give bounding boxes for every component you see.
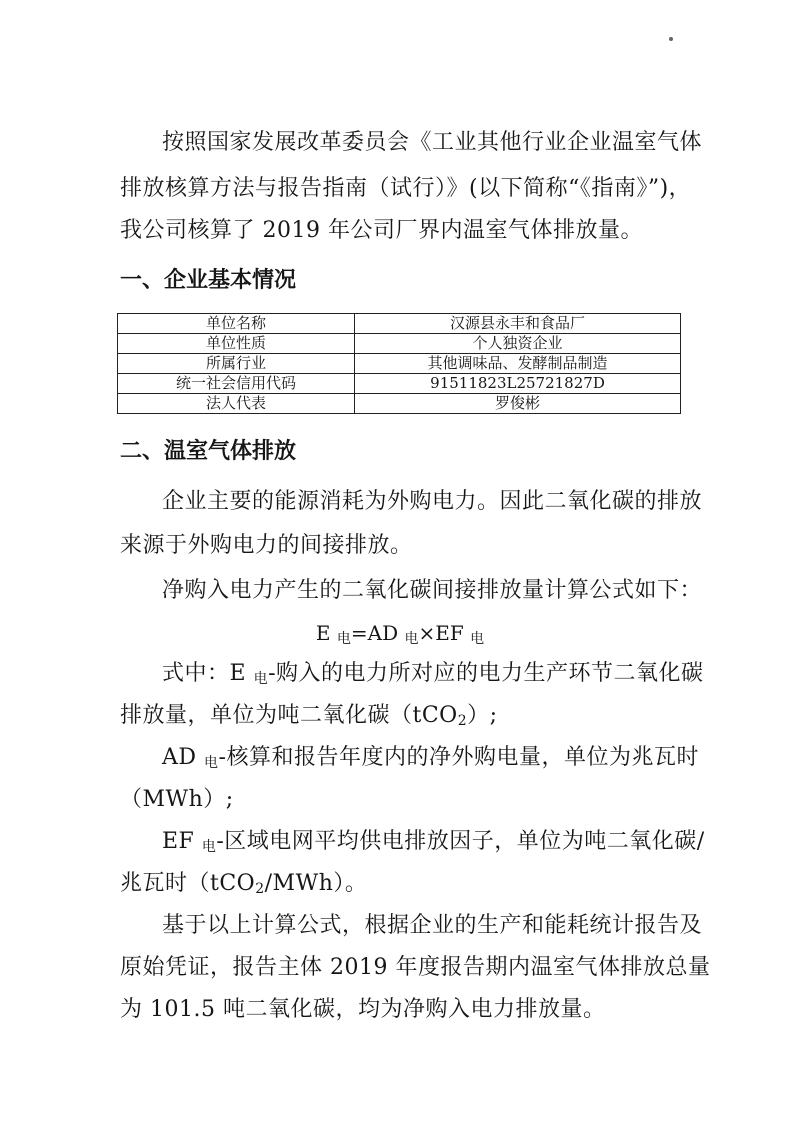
table-row xyxy=(118,334,681,354)
table-row xyxy=(118,314,681,334)
definition-ef-text: -区域电网平均供电排放因子，单位为吨二氧化碳/ xyxy=(216,829,705,854)
formula-sub-3: 电 xyxy=(470,631,485,647)
intro-line-2: 排放核算方法与报告指南（试行）》(以下简称“《指南》”)， xyxy=(120,176,692,201)
table-cell-value: 汉源县永丰和食品厂 xyxy=(355,314,681,334)
definition-ad-sub: 电 xyxy=(204,755,219,771)
intro-line-3: 我公司核算了 2019 年公司厂界内温室气体排放量。 xyxy=(120,218,643,243)
section-heading-emissions: 二、温室气体排放 xyxy=(120,439,297,464)
paragraph-formula-intro: 净购入电力产生的二氧化碳间接排放量计算公式如下： xyxy=(162,578,703,603)
table-cell-label: 单位名称 xyxy=(118,314,355,334)
definition-ef-sub: 电 xyxy=(201,839,217,855)
company-info-table xyxy=(117,313,681,414)
definition-e-line-1 xyxy=(162,659,800,694)
definition-ad-line-1 xyxy=(162,743,800,778)
definition-ef-prefix: EF xyxy=(162,829,195,854)
table-cell-label: 统一社会信用代码 xyxy=(118,374,355,394)
formula-ad: =AD xyxy=(350,621,399,645)
paragraph-energy-line-1: 企业主要的能源消耗为外购电力。因此二氧化碳的排放 xyxy=(162,489,703,514)
table-cell-label: 单位性质 xyxy=(118,334,355,354)
formula-sub-2: 电 xyxy=(404,631,419,647)
definition-e-line-2 xyxy=(120,701,800,736)
definition-ad-prefix: AD xyxy=(162,745,197,770)
formula-e: E xyxy=(315,621,331,645)
table-cell-label: 所属行业 xyxy=(118,354,355,374)
definition-e-prefix: 式中：E xyxy=(162,661,247,686)
table-cell-value: 其他调味品、发酵制品制造 xyxy=(355,354,681,374)
definition-ef-line-1 xyxy=(162,827,800,862)
definition-e-text: -购入的电力所对应的电力生产环节二氧化碳 xyxy=(268,661,704,686)
table-cell-label: 法人代表 xyxy=(118,394,355,414)
definition-ef-line-2 xyxy=(120,869,800,904)
section-heading-basic-info: 一、企业基本情况 xyxy=(120,268,297,293)
conclusion-line-1: 基于以上计算公式，根据企业的生产和能耗统计报告及 xyxy=(162,913,703,938)
scan-speck xyxy=(669,37,673,41)
table-row xyxy=(118,354,681,374)
emission-formula xyxy=(0,618,800,654)
formula-ef: ×EF xyxy=(418,621,464,645)
intro-line-1: 按照国家发展改革委员会《工业其他行业企业温室气体 xyxy=(162,130,703,155)
table-cell-value: 个人独资企业 xyxy=(355,334,681,354)
table-row xyxy=(118,394,681,414)
definition-ef-unit: 兆瓦时（tCO xyxy=(120,871,256,896)
formula-sub-1: 电 xyxy=(336,631,351,647)
table-cell-value: 罗俊彬 xyxy=(355,394,681,414)
definition-e-unit-end: ）; xyxy=(467,703,498,728)
table-cell-value: 91511823L25721827D xyxy=(355,374,681,394)
paragraph-energy-line-2: 来源于外购电力的间接排放。 xyxy=(120,533,413,558)
definition-ad-line-2: （MWh）; xyxy=(120,787,234,812)
definition-e-unit: 排放量，单位为吨二氧化碳（tCO xyxy=(120,703,458,728)
conclusion-line-3: 为 101.5 吨二氧化碳，均为净购入电力排放量。 xyxy=(120,997,606,1022)
definition-ef-unit-sub: 2 xyxy=(255,881,265,897)
table-row xyxy=(118,374,681,394)
definition-e-unit-sub: 2 xyxy=(457,713,468,729)
definition-ef-unit-end: /MWh）。 xyxy=(264,871,368,896)
conclusion-line-2: 原始凭证，报告主体 2019 年度报告期内温室气体排放总量 xyxy=(120,955,711,980)
definition-ad-text: -核算和报告年度内的净外购电量，单位为兆瓦时 xyxy=(218,745,699,770)
definition-e-sub: 电 xyxy=(253,671,269,687)
